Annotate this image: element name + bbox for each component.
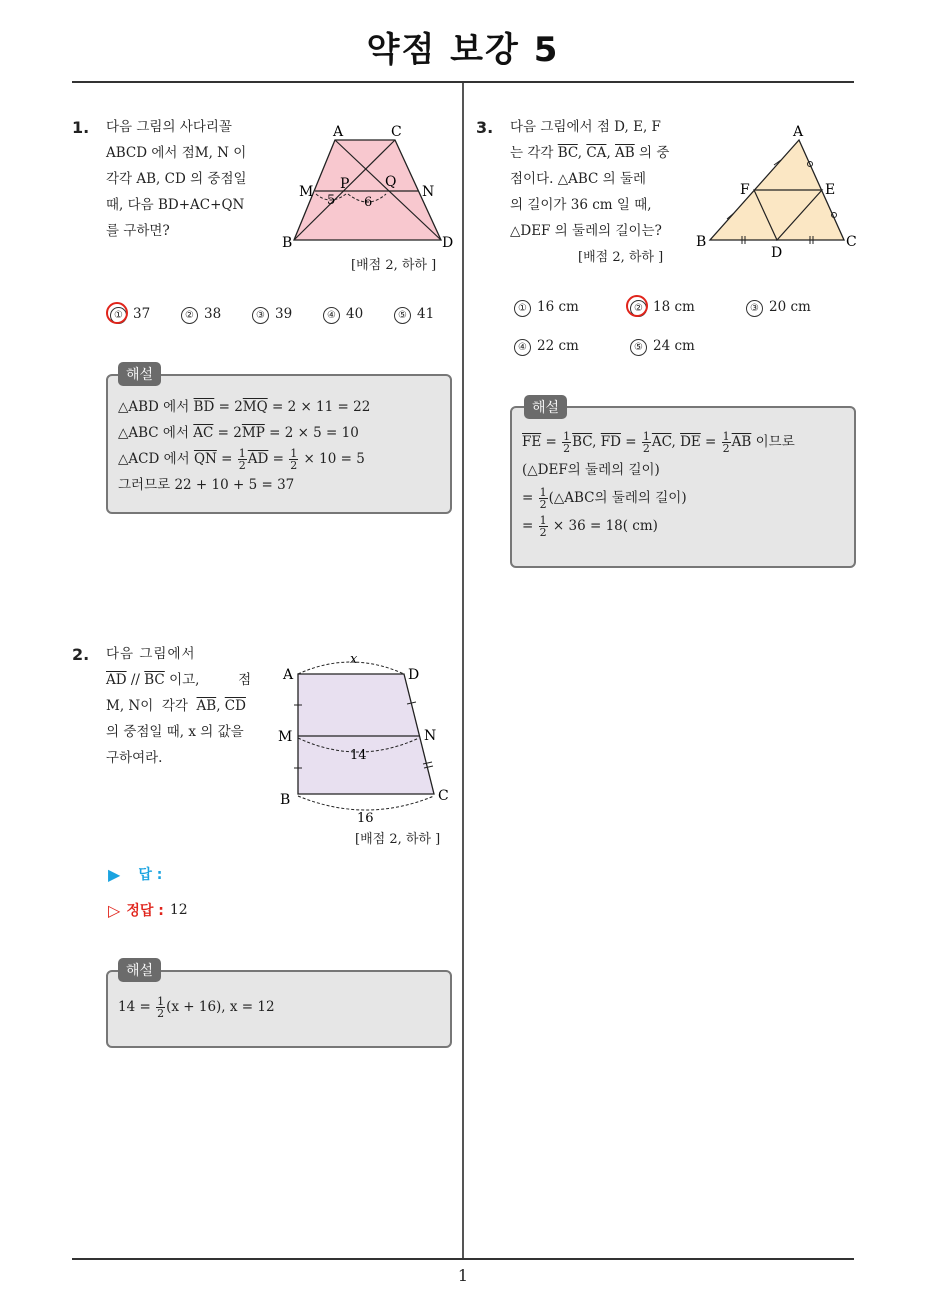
page-title: 약점 보강 5 bbox=[366, 30, 560, 70]
q3-solution-line-1: $\overline{FE}$ = $\frac{1}{2}$ $\overline{BC}$, $\overline{FD}$ = $\frac{1}{2}$ $\overline{AC}$, $\overline{DE}$ = $\frac{1}{2}$ $\overline{AB}$ 이므로 bbox=[522, 430, 795, 455]
q2-answer-row bbox=[108, 864, 162, 884]
choice-number-icon: ④ bbox=[323, 307, 340, 324]
label-pq-length: 6 bbox=[364, 195, 373, 210]
q1-text-line: 각각 AB, CD 의 중점일 bbox=[106, 171, 247, 187]
q3-choice-4[interactable] bbox=[514, 338, 630, 356]
q3-choice-5[interactable] bbox=[630, 338, 746, 356]
q2-correct-label: 정답 : bbox=[126, 903, 164, 919]
label-f: F bbox=[740, 182, 750, 198]
label-a: A bbox=[283, 667, 294, 683]
q2-solution bbox=[118, 994, 275, 1020]
label-c: C bbox=[438, 788, 449, 804]
label-bc-length: 16 bbox=[357, 811, 374, 826]
choice-text: 22 cm bbox=[537, 338, 579, 354]
q3-text-line: 다음 그림에서 점 D, E, F bbox=[510, 119, 661, 135]
label-n: N bbox=[424, 728, 437, 744]
choice-text: 39 bbox=[275, 306, 293, 322]
page-number: 1 bbox=[457, 1266, 469, 1285]
q2-correct-row bbox=[108, 900, 188, 920]
frac-den: 2 bbox=[722, 442, 730, 455]
q2-text-line: 의 중점일 때, x 의 값을 bbox=[106, 724, 244, 740]
q2-correct-value: 12 bbox=[169, 902, 188, 918]
label-c: C bbox=[391, 124, 402, 140]
q2-text-line: 구하여라. bbox=[106, 750, 163, 766]
trapezoid-abcd bbox=[298, 674, 437, 794]
q2-text-line: 다음 그림에서 bbox=[106, 646, 196, 662]
q3-number: 3. bbox=[476, 118, 494, 137]
choice-text: 37 bbox=[133, 306, 151, 322]
label-d: D bbox=[771, 245, 783, 261]
q3-choices-row-2 bbox=[514, 338, 746, 356]
q3-solution bbox=[522, 428, 795, 540]
q1-solution-line-2: △ABC 에서 $\overline{AC} = 2\overline{MP} = 2 \times 5 = 10$ bbox=[118, 425, 359, 441]
label-d: D bbox=[408, 667, 420, 683]
q1-text-line: 다음 그림의 사다리꼴 bbox=[106, 119, 232, 135]
solution-text: × 10 = 5 bbox=[303, 451, 365, 467]
label-m: M bbox=[299, 184, 314, 200]
q1-selected-answer-mark bbox=[106, 302, 128, 324]
frac-den: 2 bbox=[290, 459, 298, 472]
frac-den: 2 bbox=[539, 526, 547, 539]
solution-text: × 36 = 18( cm) bbox=[548, 518, 658, 534]
q1-choice-5[interactable] bbox=[394, 306, 450, 324]
q1-score: [배점 2, 하하 ] bbox=[351, 258, 437, 273]
q2-solution-tag: 해설 bbox=[118, 958, 161, 982]
solution-text: = bbox=[522, 518, 538, 534]
q3-choice-1[interactable] bbox=[514, 299, 630, 317]
outline-arrow-icon: ▷ bbox=[108, 900, 121, 920]
label-p: P bbox=[340, 176, 350, 192]
q3-solution-line-3 bbox=[522, 484, 795, 512]
label-mn-length: 14 bbox=[350, 748, 367, 763]
solution-text: (x + 16), x = 12 bbox=[166, 999, 275, 1015]
choice-number-icon: ③ bbox=[252, 307, 269, 324]
frac-den: 2 bbox=[642, 442, 650, 455]
solution-text: 14 = bbox=[118, 999, 156, 1015]
q3-text-line: △DEF 의 둘레의 길이는? bbox=[510, 223, 662, 239]
q3-solution-tag: 해설 bbox=[524, 395, 567, 419]
label-n: N bbox=[422, 184, 435, 200]
label-q: Q bbox=[385, 174, 397, 190]
q1-solution-tag: 해설 bbox=[118, 362, 161, 386]
q1-choice-4[interactable] bbox=[323, 306, 394, 324]
frac-num: 1 bbox=[563, 430, 571, 443]
q3-text-line: 점이다. △ABC 의 둘레 bbox=[510, 171, 647, 187]
q1-solution-line-3: △ACD 에서 $\overline{QN}$ = $\frac{1}{2}$ $\overline{AD}$ = $\frac{1}{2}$ × 10 = 5 bbox=[118, 447, 365, 472]
frac-den: 2 bbox=[238, 459, 246, 472]
label-c: C bbox=[846, 234, 857, 250]
choice-number-icon: ④ bbox=[514, 339, 531, 356]
q1-text bbox=[106, 114, 266, 244]
label-d: D bbox=[442, 235, 454, 251]
q3-text-line: 는 각각 $\overline{BC}$, $\overline{CA}$, $\overline{AB}$ 의 중 bbox=[510, 145, 670, 161]
q1-text-line: ABCD 에서 점M, N 이 bbox=[106, 145, 247, 161]
frac-num: 1 bbox=[539, 514, 547, 527]
q2-answer-label: 답 : bbox=[138, 867, 163, 883]
choice-text: 20 cm bbox=[769, 299, 811, 315]
q3-choices-row-1 bbox=[514, 299, 846, 317]
frac-num: 1 bbox=[238, 447, 246, 460]
choice-number-icon: ⑤ bbox=[630, 339, 647, 356]
label-b: B bbox=[280, 792, 291, 808]
q1-text-line: 를 구하면? bbox=[106, 223, 170, 239]
q1-choice-2[interactable] bbox=[181, 306, 252, 324]
q3-score: [배점 2, 하하 ] bbox=[578, 250, 664, 265]
q3-text bbox=[510, 114, 686, 244]
trapezoid-abcd bbox=[294, 140, 441, 240]
label-mp-length: 5 bbox=[327, 193, 336, 208]
q1-solution-line-1: △ABD 에서 $\overline{BD} = 2\overline{MQ} = 2 \times 11 = 22$ bbox=[118, 399, 371, 415]
label-m: M bbox=[278, 729, 293, 745]
choice-text: 16 cm bbox=[537, 299, 579, 315]
q1-choices bbox=[110, 306, 450, 324]
q3-choice-3[interactable] bbox=[746, 299, 846, 317]
frac-num: 1 bbox=[722, 430, 730, 443]
choice-text: 40 bbox=[346, 306, 364, 322]
q1-choice-3[interactable] bbox=[252, 306, 323, 324]
q2-trapezoid-figure bbox=[274, 648, 464, 828]
q1-trapezoid-figure bbox=[278, 120, 468, 260]
choice-number-icon: ① bbox=[514, 300, 531, 317]
q3-selected-answer-mark bbox=[626, 295, 648, 317]
q1-solution bbox=[118, 394, 370, 498]
q2-text-line: M, N이 각각 $\overline{AB}$, $\overline{CD}$ bbox=[106, 698, 246, 714]
frac-den: 2 bbox=[539, 498, 547, 511]
choice-text: 41 bbox=[417, 306, 435, 322]
label-b: B bbox=[282, 235, 293, 251]
frac-den: 2 bbox=[563, 442, 571, 455]
frac-num: 1 bbox=[539, 486, 547, 499]
frac-num: 1 bbox=[642, 430, 650, 443]
choice-number-icon: ① bbox=[110, 307, 127, 324]
solution-text: = bbox=[522, 490, 538, 506]
solution-text: (△ABC의 둘레의 길이) bbox=[548, 490, 687, 506]
choice-text: 38 bbox=[204, 306, 222, 322]
q1-text-line: 때, 다음 BD+AC+QN bbox=[106, 197, 245, 213]
choice-number-icon: ⑤ bbox=[394, 307, 411, 324]
label-e: E bbox=[825, 182, 836, 198]
label-a: A bbox=[793, 124, 804, 140]
footer-rule bbox=[72, 1258, 854, 1260]
frac-num: 1 bbox=[290, 447, 298, 460]
q1-number: 1. bbox=[72, 118, 90, 137]
q2-score: [배점 2, 하하 ] bbox=[355, 832, 441, 847]
q3-text-line: 의 길이가 36 cm 일 때, bbox=[510, 197, 652, 213]
arc-bc bbox=[298, 796, 434, 810]
q2-text-line: $\overline{AD} // \overline{BC}$ 이고, 점 bbox=[106, 672, 252, 688]
choice-number-icon: ③ bbox=[746, 300, 763, 317]
q3-solution-line-4 bbox=[522, 512, 795, 540]
choice-number-icon: ② bbox=[630, 300, 647, 317]
label-x: x bbox=[350, 652, 358, 667]
q1-solution-line-4: 그러므로 22 + 10 + 5 = 37 bbox=[118, 477, 295, 493]
choice-text: 24 cm bbox=[653, 338, 695, 354]
q3-triangle-figure bbox=[694, 120, 864, 262]
q3-solution-line-2: (△DEF의 둘레의 길이) bbox=[522, 462, 660, 478]
choice-number-icon: ② bbox=[181, 307, 198, 324]
q2-number: 2. bbox=[72, 645, 90, 664]
frac-den: 2 bbox=[157, 1007, 165, 1020]
play-arrow-icon: ▶ bbox=[108, 864, 121, 884]
choice-text: 18 cm bbox=[653, 299, 695, 315]
frac-num: 1 bbox=[157, 995, 165, 1008]
q2-text bbox=[106, 641, 262, 771]
label-a: A bbox=[333, 124, 344, 140]
label-b: B bbox=[696, 234, 707, 250]
